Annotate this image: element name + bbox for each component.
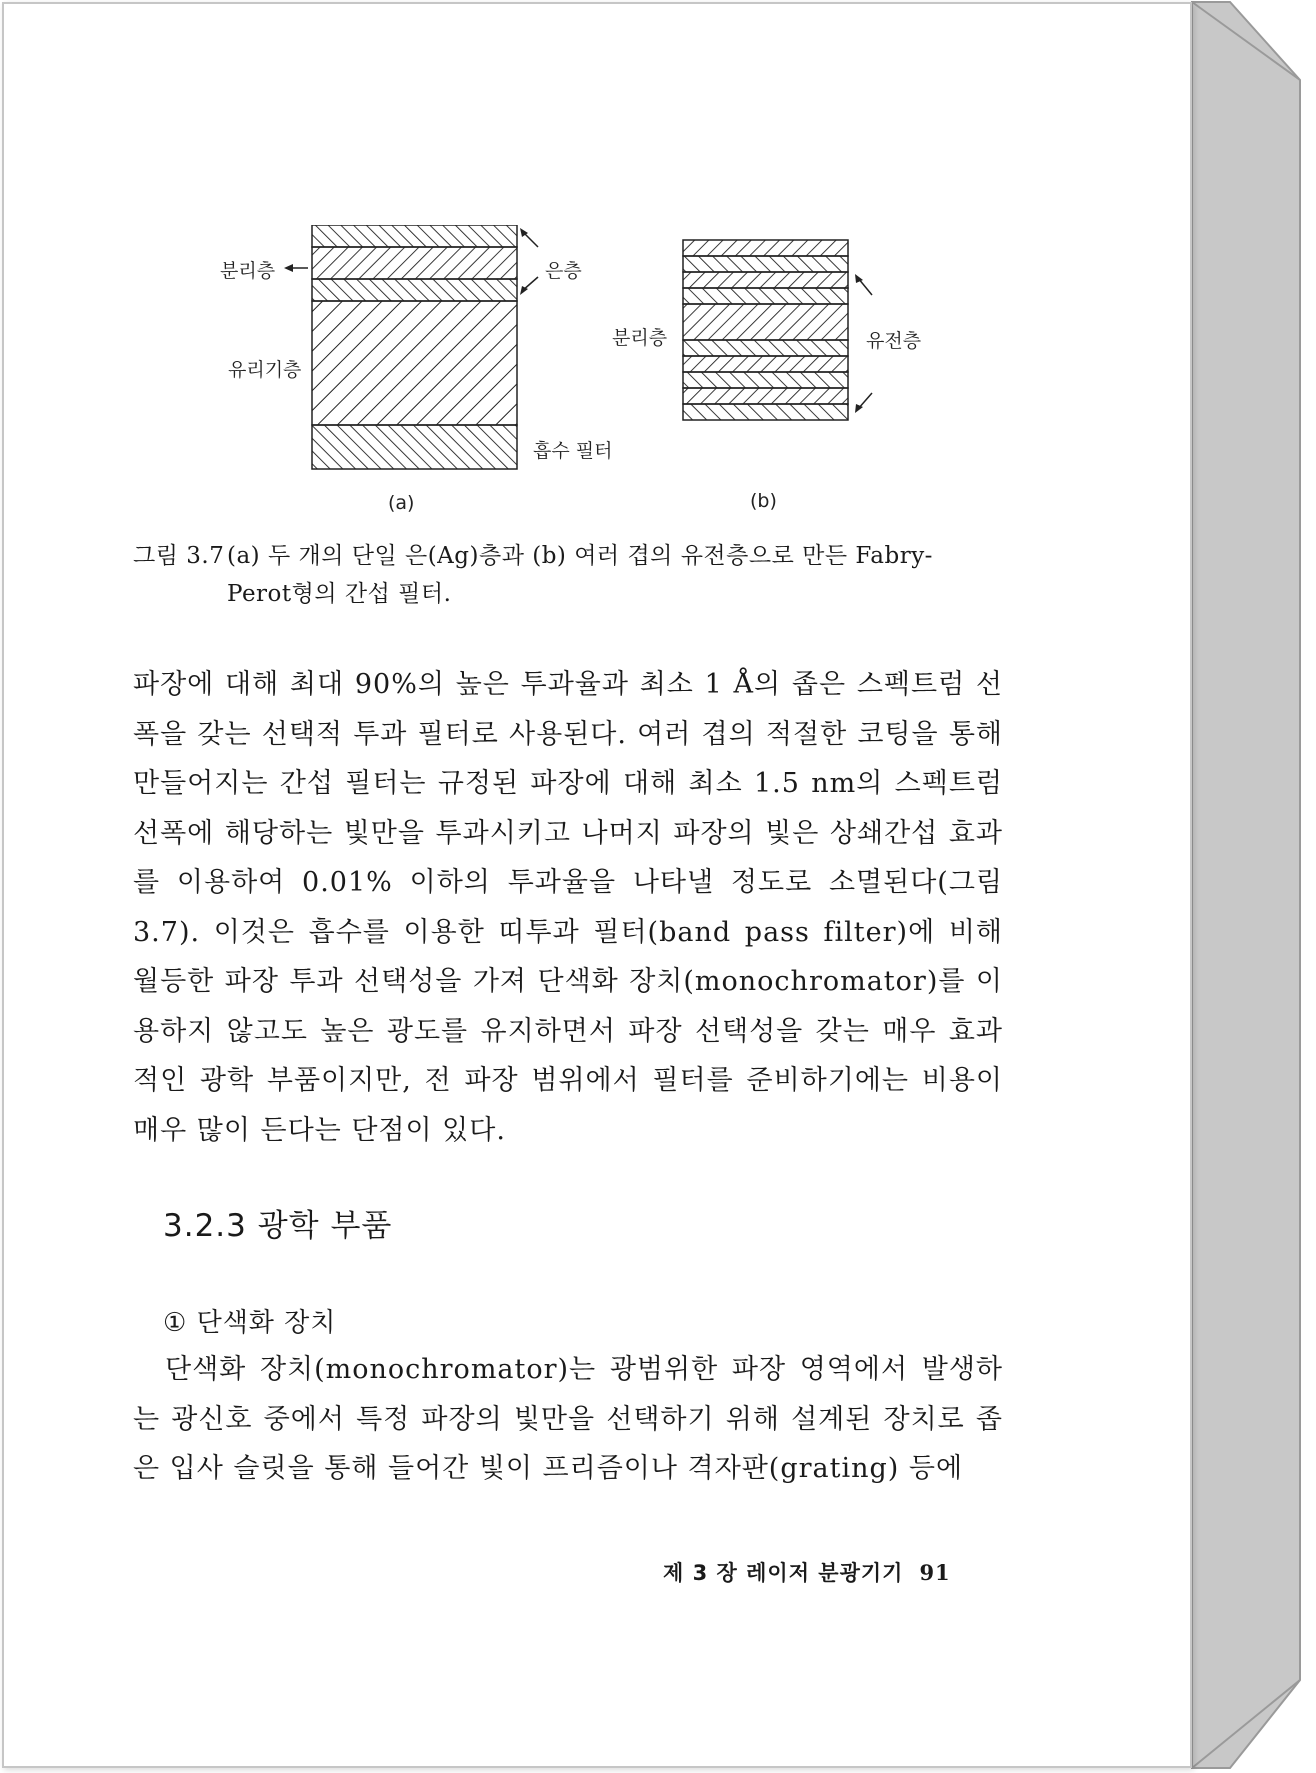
absorption-filter	[312, 425, 517, 469]
chapter-title: 제 3 장 레이저 분광기기	[663, 1561, 904, 1585]
caption-line-1: (a) 두 개의 단일 은(Ag)층과 (b) 여러 겹의 유전층으로 만든 Fabry-	[227, 543, 933, 569]
caption-letter-a: (a)	[388, 492, 415, 514]
silver-layer-bottom	[312, 279, 517, 301]
label-silver: 은층	[545, 260, 582, 282]
label-dielectric: 유전층	[866, 330, 922, 352]
figure-caption	[133, 537, 1003, 613]
caption-number: 그림 3.7	[133, 543, 225, 569]
glass-substrate	[312, 301, 517, 425]
separation-layer-b	[683, 304, 848, 340]
body-paragraph-2-text: 단색화 장치(monochromator)는 광범위한 파장 영역에서 발생하는 광신호 중에서 특정 파장의 빛만을 선택하기 위해 설계된 장치로 좁은 입사 슬릿을 통해 들어간 빛이 프리즘이나 격자판(grating) 등에	[133, 1354, 1003, 1484]
label-glass-substrate: 유리기층	[228, 359, 302, 381]
panel-b-diagram	[683, 240, 872, 420]
body-paragraph-2	[133, 1345, 1003, 1494]
label-absorption-filter: 흡수 필터	[533, 440, 613, 462]
silver-layer-top	[312, 225, 517, 247]
panel-a-diagram	[284, 225, 538, 469]
label-separation-a: 분리층	[220, 260, 276, 282]
section-heading: 3.2.3 광학 부품	[163, 1208, 393, 1244]
label-separation-b: 분리층	[612, 327, 668, 349]
caption-line-2: Perot형의 간섭 필터.	[227, 581, 452, 607]
body-paragraph-1: 파장에 대해 최대 90%의 높은 투과율과 최소 1 Å의 좁은 스펙트럼 선폭을 갖는 선택적 투과 필터로 사용된다. 여러 겹의 적절한 코팅을 통해 만들어지는 간섭 필터는 규정된 파장에 대해 최소 1.5 nm의 스펙트럼 선폭에 해당하는 빛만을 투과시키고 나머지 파장의 빛은 상쇄간섭 효과를 이용하여 0.01% 이하의 투과율을 나타낼 정도로 소멸된다(그림 3.7). 이것은 흡수를 이용한 띠투과 필터(band pass filter)에 비해 월등한 파장 투과 선택성을 가져 단색화 장치(monochromator)를 이용하지 않고도 높은 광도를 유지하면서 파장 선택성을 갖는 매우 효과적인 광학 부품이지만, 전 파장 범위에서 필터를 준비하기에는 비용이 매우 많이 든다는 단점이 있다.	[133, 669, 1003, 1146]
page-footer	[663, 1557, 951, 1587]
sub-heading: ① 단색화 장치	[163, 1308, 337, 1338]
caption-letter-b: (b)	[750, 490, 777, 512]
page-number: 91	[919, 1560, 951, 1585]
separation-layer	[312, 247, 517, 279]
